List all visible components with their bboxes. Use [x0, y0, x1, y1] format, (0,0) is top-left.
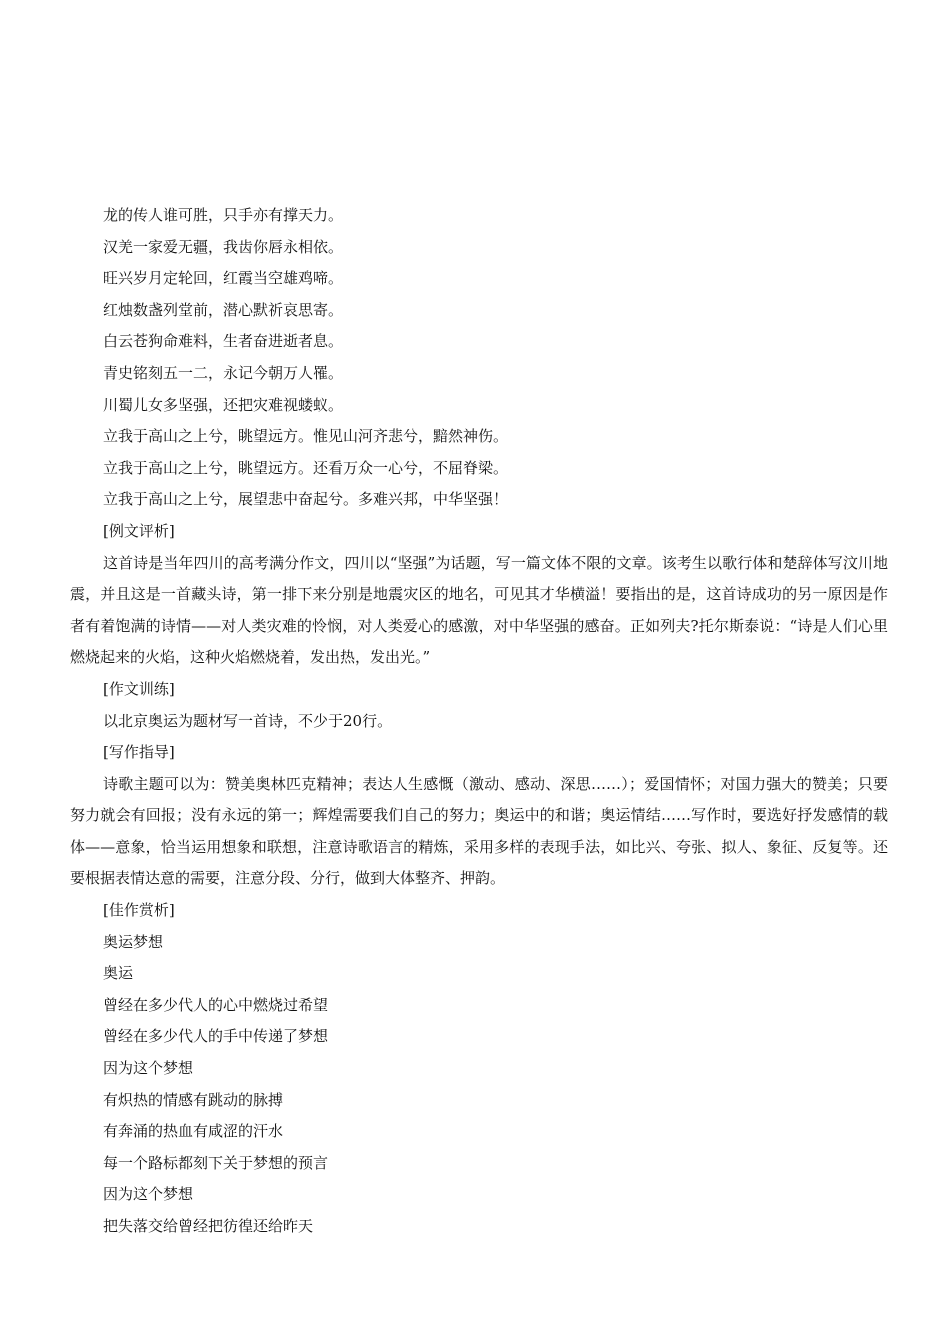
poem-line: 立我于高山之上兮，眺望远方。还看万众一心兮，不屈脊梁。: [103, 458, 509, 477]
sample-poem-line: 有奔涌的热血有咸涩的汗水: [103, 1122, 284, 1141]
poem-line: 立我于高山之上兮，展望悲中奋起兮。多难兴邦，中华坚强！: [103, 490, 509, 509]
section-heading-appreciation: [佳作赏析]: [103, 901, 175, 920]
sample-poem-title: 奥运梦想: [103, 932, 164, 951]
section-heading-training: [作文训练]: [103, 679, 175, 698]
poem-line: 红烛数盏列堂前，潜心默祈哀思寄。: [103, 300, 344, 319]
section-heading-guidance: [写作指导]: [103, 743, 175, 762]
poem-line: 川蜀儿女多坚强，还把灾难视蝼蚁。: [103, 395, 344, 414]
poem-line: 白云苍狗命难料，生者奋进逝者息。: [103, 332, 344, 351]
training-paragraph: 以北京奥运为题材写一首诗，不少于20行。: [103, 711, 393, 730]
review-paragraph: 这首诗是当年四川的高考满分作文，四川以“坚强”为话题，写一篇文体不限的文章。该考生以歌行体和楚辞体写汶川地震，并且这是一首藏头诗，第一排下来分别是地震灾区的地名，可见其才华横溢！要指出的是，这首诗成功的另一原因是作者有着饱满的诗情——对人类灾难的怜悯，对人类爱心的感激，对中华坚强的感奋。正如列夫?托尔斯泰说：“诗是人们心里燃烧起来的火焰，这种火焰燃烧着，发出热，发出光。”: [70, 553, 888, 667]
document-body: [70, 200, 888, 1243]
sample-poem-line: 曾经在多少代人的心中燃烧过希望: [103, 995, 329, 1014]
sample-poem-line: 有炽热的情感有跳动的脉搏: [103, 1090, 284, 1109]
poem-line: 汉羌一家爱无疆，我齿你唇永相依。: [103, 237, 344, 256]
poem-line: 旺兴岁月定轮回，红霞当空雄鸡啼。: [103, 269, 344, 288]
sample-poem-line: 每一个路标都刻下关于梦想的预言: [103, 1153, 329, 1172]
sample-poem-line: 因为这个梦想: [103, 1185, 194, 1204]
poem-line: 青史铭刻五一二，永记今朝万人罹。: [103, 363, 344, 382]
poem-line: 立我于高山之上兮，眺望远方。惟见山河齐悲兮，黯然神伤。: [103, 427, 509, 446]
sample-poem-line: 因为这个梦想: [103, 1059, 194, 1078]
guidance-paragraph: 诗歌主题可以为：赞美奥林匹克精神；表达人生感慨（激动、感动、深思……）；爱国情怀；对国力强大的赞美；只要努力就会有回报；没有永远的第一；辉煌需要我们自己的努力；奥运中的和谐；奥运情结……写作时，要选好抒发感情的载体——意象，恰当运用想象和联想，注意诗歌语言的精炼，采用多样的表现手法，如比兴、夸张、拟人、象征、反复等。还要根据表情达意的需要，注意分段、分行，做到大体整齐、押韵。: [70, 774, 888, 888]
sample-poem-line: 把失落交给曾经把彷徨还给昨天: [103, 1217, 314, 1235]
sample-poem-line: 曾经在多少代人的手中传递了梦想: [103, 1027, 329, 1046]
poem-line: 龙的传人谁可胜，只手亦有撑天力。: [103, 206, 344, 224]
section-heading-review: [例文评析]: [103, 521, 175, 540]
sample-poem-line: 奥运: [103, 964, 134, 983]
